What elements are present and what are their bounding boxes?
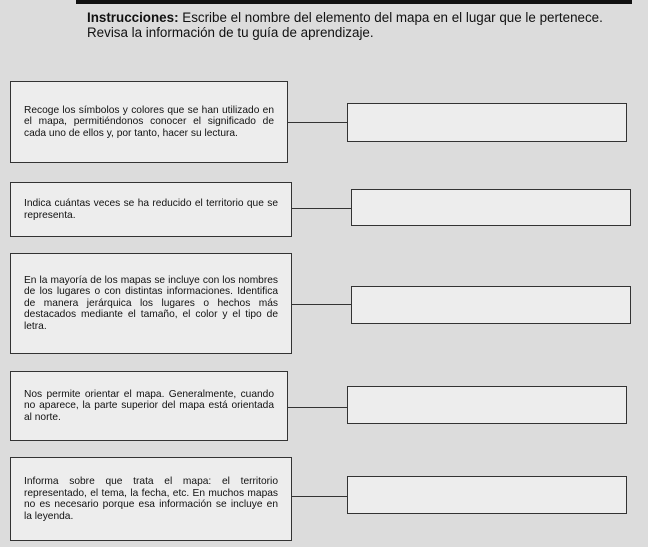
instructions-line-1 bbox=[87, 10, 632, 25]
answer-box-2[interactable] bbox=[351, 189, 631, 226]
description-text-2: Indica cuántas veces se ha reducido el territorio que se representa. bbox=[24, 198, 278, 221]
answer-input-2[interactable] bbox=[352, 190, 630, 225]
instructions-block bbox=[87, 10, 632, 40]
description-box-3 bbox=[10, 253, 292, 354]
description-text-4: Nos permite orientar el mapa. Generalmente, cuando no aparece, la parte superior del mapa está orientada al norte. bbox=[24, 388, 274, 423]
description-text-5: Informa sobre que trata el mapa: el territorio representado, el tema, la fecha, etc. En muchos mapas no es necesario porque esa información se incluye en la leyenda. bbox=[24, 476, 278, 522]
answer-input-1[interactable] bbox=[348, 104, 626, 141]
description-text-1: Recoge los símbolos y colores que se han utilizado en el mapa, permitiéndonos conocer el significado de cada uno de ellos y, por tanto, hacer su lectura. bbox=[24, 104, 274, 139]
answer-box-3[interactable] bbox=[351, 286, 631, 324]
connector-line-2 bbox=[292, 208, 351, 209]
instructions-text: Escribe el nombre del elemento del mapa en el lugar que le pertenece. bbox=[182, 10, 603, 25]
connector-line-5 bbox=[292, 496, 347, 497]
answer-box-4[interactable] bbox=[347, 386, 627, 424]
instructions-label: Instrucciones: bbox=[87, 10, 179, 25]
description-box-1 bbox=[10, 81, 288, 163]
connector-line-1 bbox=[288, 122, 347, 123]
top-rule bbox=[76, 0, 632, 4]
answer-input-3[interactable] bbox=[352, 287, 630, 323]
description-box-2 bbox=[10, 182, 292, 237]
connector-line-3 bbox=[292, 304, 351, 305]
answer-input-4[interactable] bbox=[348, 387, 626, 423]
answer-box-1[interactable] bbox=[347, 103, 627, 142]
description-box-5 bbox=[10, 457, 292, 541]
instructions-line-2: Revisa la información de tu guía de aprendizaje. bbox=[87, 25, 374, 40]
description-text-3: En la mayoría de los mapas se incluye con los nombres de los lugares o con distintas informaciones. Identifica de manera jerárquica los lugares o hechos más destacados mediante el tamaño, el color y el tipo de letra. bbox=[24, 274, 278, 332]
answer-box-5[interactable] bbox=[347, 476, 627, 514]
connector-line-4 bbox=[288, 407, 347, 408]
description-box-4 bbox=[10, 371, 288, 441]
answer-input-5[interactable] bbox=[348, 477, 626, 513]
